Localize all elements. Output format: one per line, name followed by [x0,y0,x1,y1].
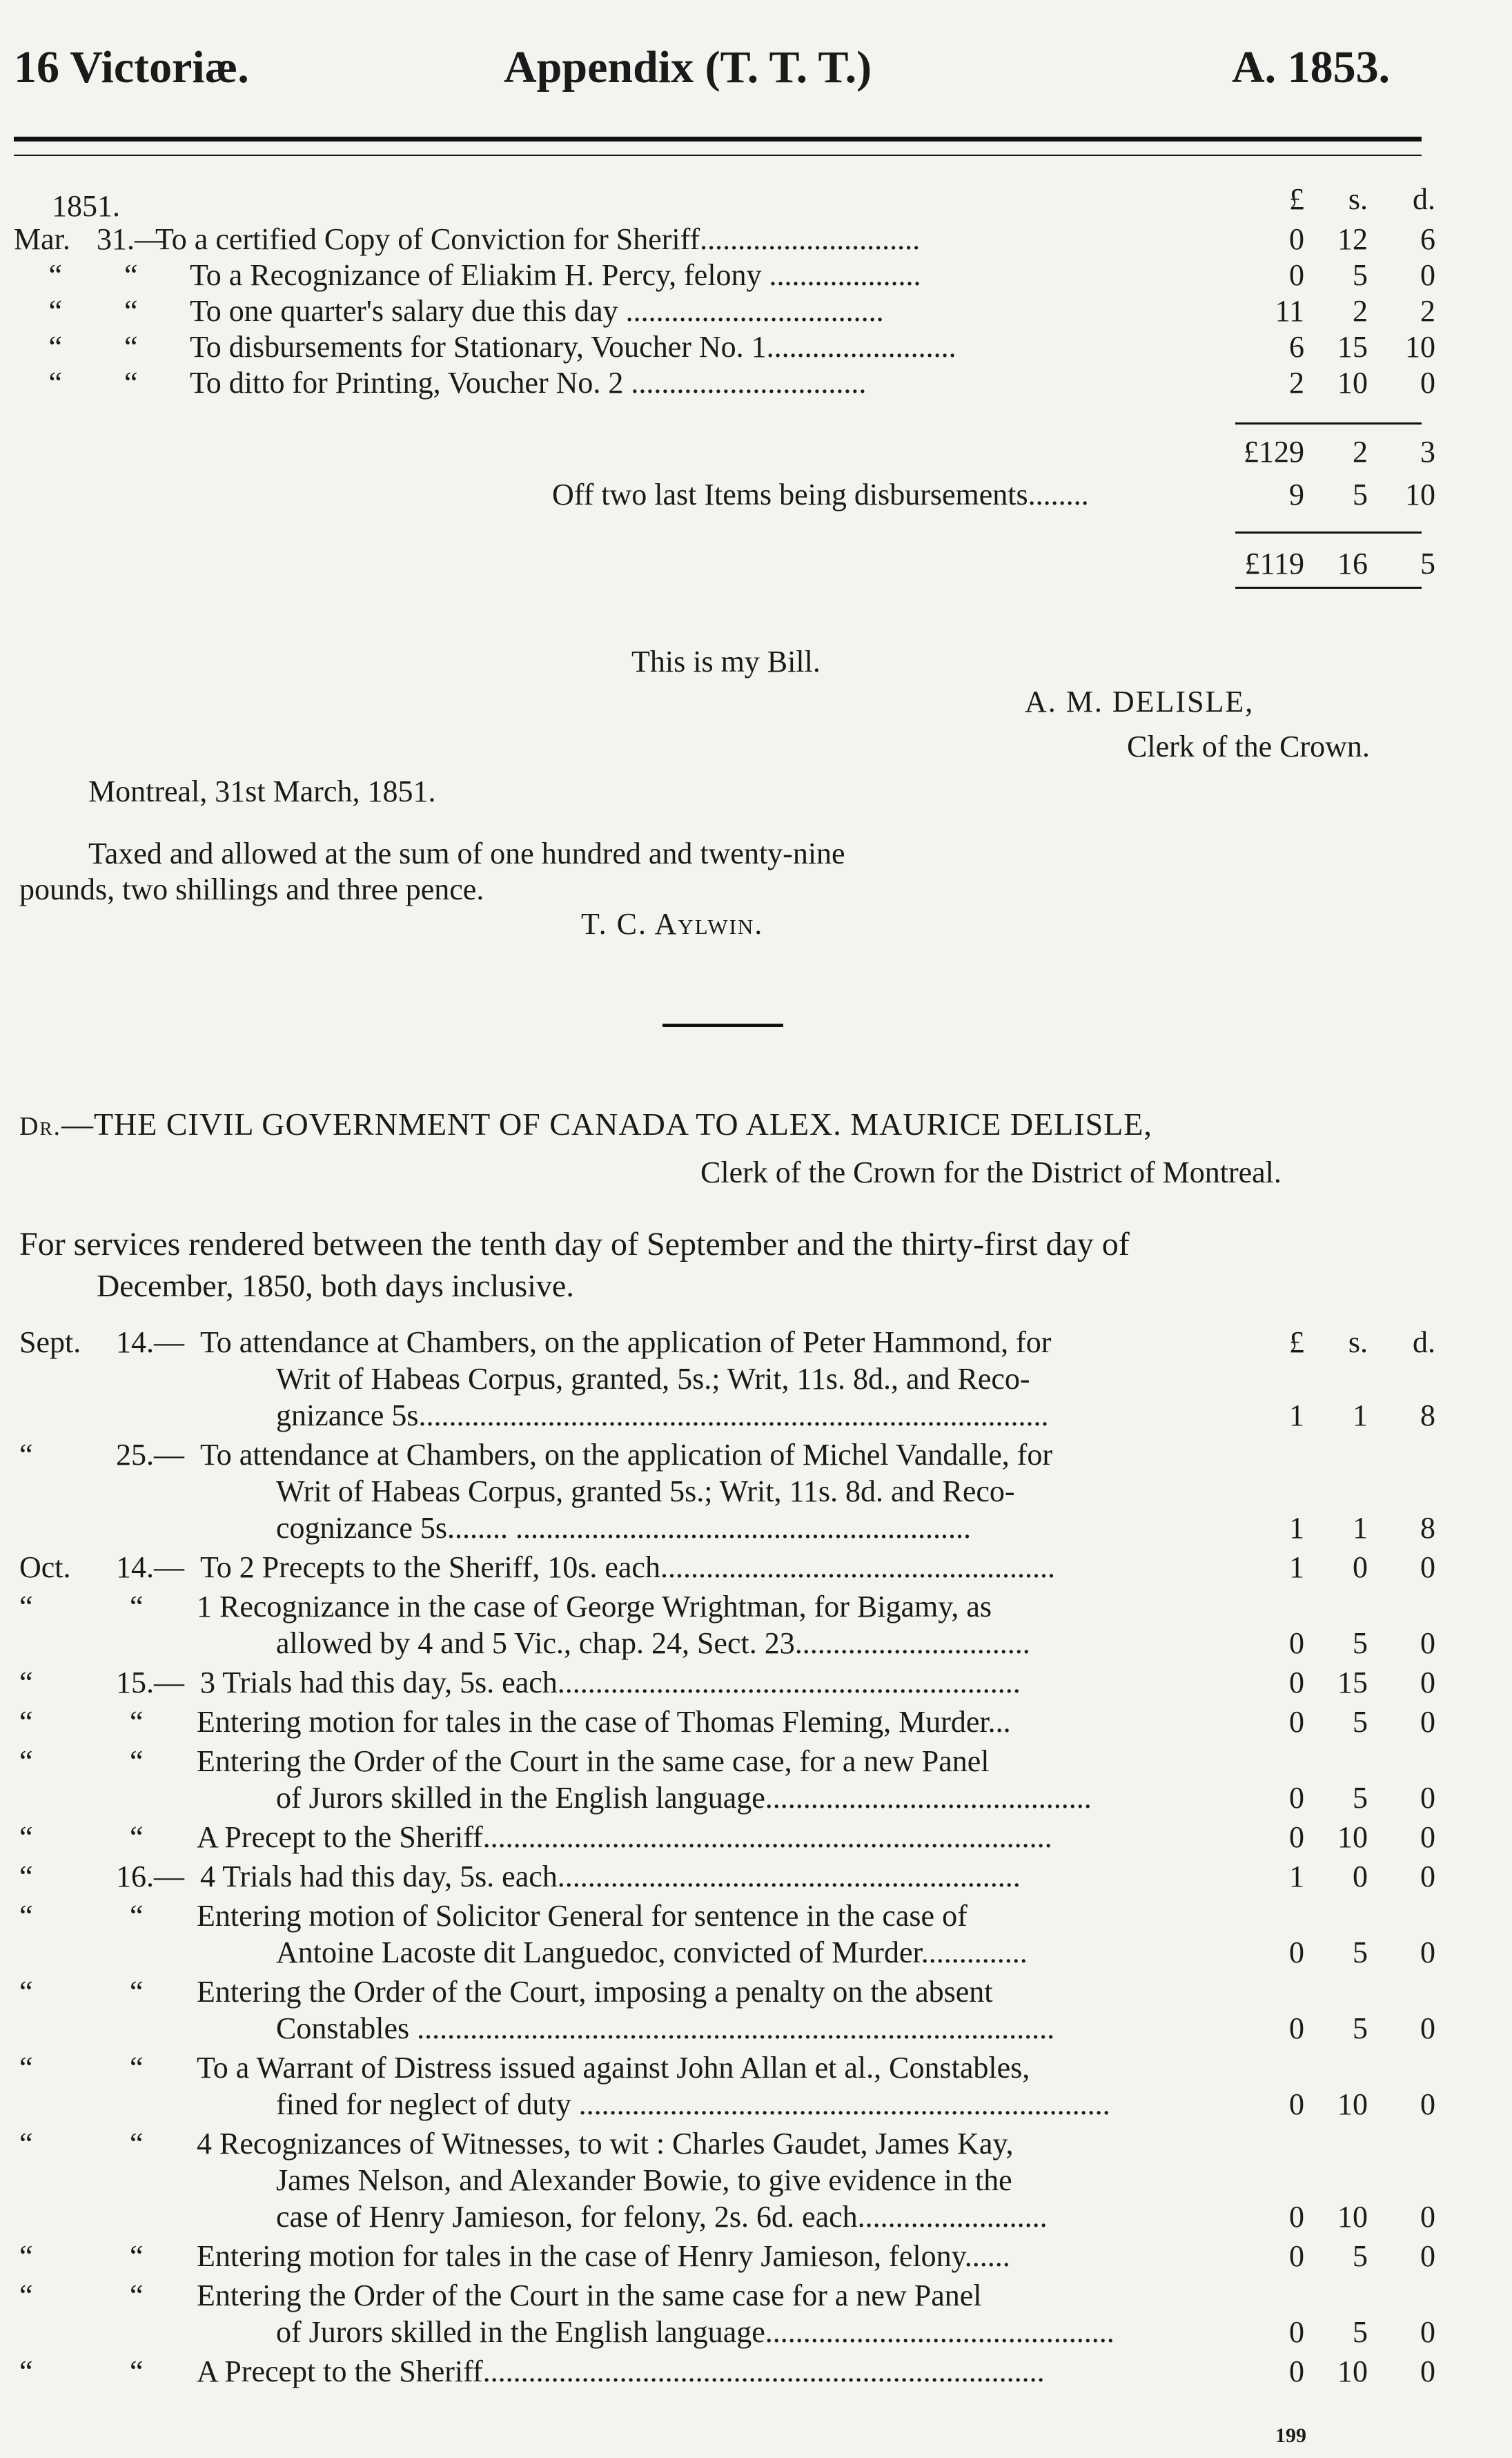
bill2-heading-dr: Dr. [19,1112,61,1141]
bill1-row-shillings: 10 [1337,366,1368,400]
bill1-row-shillings: 2 [1353,294,1368,328]
bill2-entry-shillings: 10 [1337,1820,1368,1854]
bill2-entry-date: “ [19,2051,33,2085]
bill1-row-text: To disbursements for Stationary, Voucher No. 1......................... [190,330,956,364]
bill2-entry-pounds: 0 [1289,1781,1304,1815]
bill2-entry-pence: 0 [1420,2200,1435,2234]
bill1-deduction-pounds: 9 [1289,478,1304,511]
bill2-heading [19,1106,1152,1145]
bill2-entry-day: “ [130,2279,144,2312]
bill2-entry-date: “ [19,2239,33,2273]
bill2-entry-line: Antoine Lacoste dit Languedoc, convicted of Murder.............. [276,1935,1028,1969]
bill2-entry-pounds: 0 [1289,1705,1304,1739]
bill1-row-pence: 0 [1420,366,1435,400]
bill2-entry-day: “ [130,2354,144,2388]
page-number: 199 [1275,2424,1306,2447]
bill2-entry-line: A Precept to the Sheriff........................................................................... [197,1820,1052,1854]
bill1-taxed-signer: T. C. Aylwin. [581,907,764,941]
bill2-entry-line: gnizance 5s................................................................................... [276,1398,1049,1432]
bill1-row-text: To ditto for Printing, Voucher No. 2 ............................... [190,366,867,400]
section-divider [662,1024,783,1027]
bill2-entry-shillings: 15 [1337,1666,1368,1699]
bill2-entry-pence: 8 [1420,1511,1435,1545]
bill1-taxed-line1: Taxed and allowed at the sum of one hundred and twenty-nine [88,837,845,870]
bill1-row-pounds: 2 [1289,366,1304,400]
bill2-entry-pounds: 1 [1289,1398,1304,1432]
bill2-entry-line: A Precept to the Sheriff.......................................................................... [197,2354,1045,2388]
bill1-taxed-line2: pounds, two shillings and three pence. [19,872,484,906]
bill2-entry-date: Oct. [19,1550,71,1584]
bill2-entry-date: “ [19,1860,33,1893]
bill2-entry-line: Entering motion of Solicitor General for sentence in the case of [197,1899,968,1933]
bill1-row-shillings: 5 [1353,258,1368,292]
bill2-entry-pence: 0 [1420,1666,1435,1699]
bill2-entry-pounds: 0 [1289,2315,1304,2349]
bill2-entry-shillings: 5 [1353,2315,1368,2349]
bill1-row-text: To a certified Copy of Conviction for Sheriff............................. [155,222,921,256]
bill2-entry-day: 25.— [116,1438,184,1472]
bill1-subtotal-shillings: 2 [1353,435,1368,469]
bill2-entry-day: 16.— [116,1860,184,1893]
bill1-row-date: “ [48,258,62,292]
bill2-entry-pence: 0 [1420,2087,1435,2121]
bill2-entry-pounds: 1 [1289,1860,1304,1893]
bill2-entry-shillings: 5 [1353,1626,1368,1660]
bill2-entry-pence: 0 [1420,2354,1435,2388]
bill2-entry-date: “ [19,1975,33,2009]
bill2-entry-shillings: 5 [1353,1781,1368,1815]
header-rule-thin [14,155,1422,156]
bill2-entry-day: “ [130,1820,144,1854]
bill2-entry-date: “ [19,2354,33,2388]
bill2-entry-pounds: 0 [1289,2354,1304,2388]
bill2-entry-pounds: 0 [1289,2087,1304,2121]
bill2-entry-line: cognizance 5s........ ............................................................ [276,1511,971,1545]
bill1-row-pounds: 0 [1289,222,1304,256]
bill2-entry-pence: 0 [1420,1781,1435,1815]
bill1-row-pounds: 0 [1289,258,1304,292]
bill1-header-pence: d. [1413,182,1435,216]
bill2-entry-line: Constables .................................................................................... [276,2011,1055,2045]
bill2-entry-shillings: 1 [1353,1398,1368,1432]
bill1-row-day: “ [124,258,138,292]
bill2-entry-day: “ [130,1590,144,1623]
bill2-entry-line: Entering the Order of the Court in the same case, for a new Panel [197,1744,990,1778]
bill1-total-shillings: 16 [1337,547,1368,581]
bill1-place-date: Montreal, 31st March, 1851. [88,774,436,808]
bill2-entry-date: “ [19,2127,33,2160]
bill2-heading-sub: Clerk of the Crown for the District of Montreal. [700,1155,1282,1189]
bill2-entry-pounds: 0 [1289,1935,1304,1969]
bill1-row-date: “ [48,294,62,328]
header-rule-thick [14,137,1422,142]
bill1-signer: A. M. DELISLE, [1025,685,1255,719]
bill1-row-pence: 10 [1405,330,1435,364]
bill2-entry-pounds: 0 [1289,1666,1304,1699]
bill2-entry-shillings: 5 [1353,2011,1368,2045]
bill1-subtotal-pence: 3 [1420,435,1435,469]
bill2-entry-line: Writ of Habeas Corpus, granted 5s.; Writ, 11s. 8d. and Reco- [276,1474,1015,1508]
bill2-entry-shillings: 5 [1353,1935,1368,1969]
bill1-statement: This is my Bill. [631,645,821,679]
bill2-entry-line: Writ of Habeas Corpus, granted, 5s.; Writ, 11s. 8d., and Reco- [276,1362,1030,1396]
bill2-entry-pence: 0 [1420,1860,1435,1893]
bill2-entry-line: allowed by 4 and 5 Vic., chap. 24, Sect. 23............................... [276,1626,1030,1660]
bill2-entry-shillings: 10 [1337,2087,1368,2121]
bill2-entry-line: of Jurors skilled in the English language........................................... [276,1781,1092,1815]
bill2-entry-shillings: 5 [1353,2239,1368,2273]
header-left: 16 Victoriæ. [14,42,249,92]
bill1-total-rule-bottom [1235,587,1422,589]
bill1-row-shillings: 12 [1337,222,1368,256]
bill2-entry-pounds: 0 [1289,1820,1304,1854]
bill2-intro-line1: For services rendered between the tenth day of September and the thirty-first day of [19,1226,1130,1262]
bill2-entry-date: “ [19,1744,33,1778]
bill2-entry-day: 14.— [116,1325,184,1359]
bill1-row-day: “ [124,294,138,328]
bill1-row-pounds: 6 [1289,330,1304,364]
bill1-header-shillings: s. [1348,182,1368,216]
bill1-row-day: “ [124,366,138,400]
bill2-entry-date: “ [19,1590,33,1623]
bill2-entry-shillings: 10 [1337,2354,1368,2388]
bill2-entry-date: “ [19,1438,33,1472]
bill2-entry-date: “ [19,1666,33,1699]
bill2-entry-pounds: 0 [1289,2239,1304,2273]
bill1-header-pounds: £ [1289,182,1304,216]
bill2-header-shillings: s. [1348,1325,1368,1359]
bill2-entry-pounds: 1 [1289,1511,1304,1545]
bill1-row-pence: 0 [1420,258,1435,292]
bill2-entry-pence: 0 [1420,2239,1435,2273]
bill2-entry-day: “ [130,1899,144,1933]
bill1-row-date: “ [48,330,62,364]
bill1-row-date: Mar. [14,222,70,256]
header-center: Appendix (T. T. T.) [504,42,872,92]
bill2-entry-pence: 0 [1420,2011,1435,2045]
bill2-entry-line: To attendance at Chambers, on the application of Peter Hammond, for [200,1325,1052,1359]
bill1-row-pence: 6 [1420,222,1435,256]
bill1-deduction-shillings: 5 [1353,478,1368,511]
bill2-header-pence: d. [1413,1325,1435,1359]
bill2-entry-pounds: 0 [1289,1626,1304,1660]
bill2-entry-date: Sept. [19,1325,81,1359]
bill2-entry-shillings: 0 [1353,1860,1368,1893]
bill2-entry-pounds: 0 [1289,2011,1304,2045]
bill2-entry-line: fined for neglect of duty ...................................................................... [276,2087,1110,2121]
bill2-entry-pence: 0 [1420,1820,1435,1854]
bill2-entry-pence: 0 [1420,2315,1435,2349]
bill1-year: 1851. [52,189,120,223]
bill1-row-text: To one quarter's salary due this day .................................. [190,294,884,328]
bill2-entry-shillings: 5 [1353,1705,1368,1739]
bill1-row-text: To a Recognizance of Eliakim H. Percy, felony .................... [190,258,921,292]
bill2-entry-day: “ [130,1705,144,1739]
bill1-row-shillings: 15 [1337,330,1368,364]
bill1-total-pence: 5 [1420,547,1435,581]
bill2-entry-line: of Jurors skilled in the English language.............................................. [276,2315,1115,2349]
bill2-entry-day: “ [130,2239,144,2273]
bill2-entry-line: Entering motion for tales in the case of Thomas Fleming, Murder... [197,1705,1011,1739]
bill2-entry-line: James Nelson, and Alexander Bowie, to give evidence in the [276,2163,1012,2197]
bill2-entry-pence: 0 [1420,1705,1435,1739]
bill2-entry-line: 4 Recognizances of Witnesses, to wit : Charles Gaudet, James Kay, [197,2127,1014,2160]
header-right: A. 1853. [1232,42,1391,92]
bill2-entry-date: “ [19,1705,33,1739]
bill2-entry-line: Entering the Order of the Court in the same case for a new Panel [197,2279,982,2312]
bill2-entry-day: “ [130,1975,144,2009]
bill1-row-pence: 2 [1420,294,1435,328]
bill2-entry-line: case of Henry Jamieson, for felony, 2s. 6d. each......................... [276,2200,1048,2234]
bill2-intro-line2: December, 1850, both days inclusive. [97,1268,574,1303]
bill1-total-pounds: £119 [1244,547,1304,581]
bill2-entry-pence: 0 [1420,1935,1435,1969]
bill2-entry-line: Entering motion for tales in the case of Henry Jamieson, felony...... [197,2239,1010,2273]
bill2-entry-date: “ [19,1899,33,1933]
bill2-entry-shillings: 0 [1353,1550,1368,1584]
bill1-deduction-label: Off two last Items being disbursements........ [552,478,1089,511]
bill2-entry-day: “ [130,1744,144,1778]
bill2-entry-shillings: 1 [1353,1511,1368,1545]
bill2-entry-line: Entering the Order of the Court, imposing a penalty on the absent [197,1975,993,2009]
bill2-entry-day: “ [130,2051,144,2085]
bill1-row-day: 31.— [97,222,165,256]
bill2-heading-main: —THE CIVIL GOVERNMENT OF CANADA TO ALEX. MAURICE DELISLE, [61,1106,1152,1142]
bill2-header-pounds: £ [1289,1325,1304,1359]
bill1-subtotal-pounds: £129 [1244,435,1304,469]
bill2-entry-date: “ [19,2279,33,2312]
bill2-entry-line: To 2 Precepts to the Sheriff, 10s. each.................................................... [200,1550,1055,1584]
bill2-entry-line: To a Warrant of Distress issued against John Allan et al., Constables, [197,2051,1030,2085]
bill2-entry-date: “ [19,1820,33,1854]
bill2-entry-shillings: 10 [1337,2200,1368,2234]
bill1-row-date: “ [48,366,62,400]
bill2-entry-line: 4 Trials had this day, 5s. each............................................................. [200,1860,1021,1893]
bill2-entry-day: “ [130,2127,144,2160]
bill2-entry-pounds: 0 [1289,2200,1304,2234]
bill1-deduction-pence: 10 [1405,478,1435,511]
bill2-entry-day: 15.— [116,1666,184,1699]
bill2-entry-line: 3 Trials had this day, 5s. each............................................................. [200,1666,1021,1699]
bill1-subtotal-rule [1235,422,1422,425]
bill1-row-pounds: 11 [1275,294,1304,328]
bill2-entry-pence: 0 [1420,1550,1435,1584]
bill1-signer-title: Clerk of the Crown. [1127,730,1370,763]
bill2-entry-day: 14.— [116,1550,184,1584]
bill1-row-day: “ [124,330,138,364]
bill2-entry-pounds: 1 [1289,1550,1304,1584]
bill2-entry-line: To attendance at Chambers, on the application of Michel Vandalle, for [200,1438,1053,1472]
bill1-total-rule-top [1235,531,1422,534]
bill2-entry-line: 1 Recognizance in the case of George Wrightman, for Bigamy, as [197,1590,992,1623]
bill2-entry-pence: 8 [1420,1398,1435,1432]
bill2-entry-pence: 0 [1420,1626,1435,1660]
